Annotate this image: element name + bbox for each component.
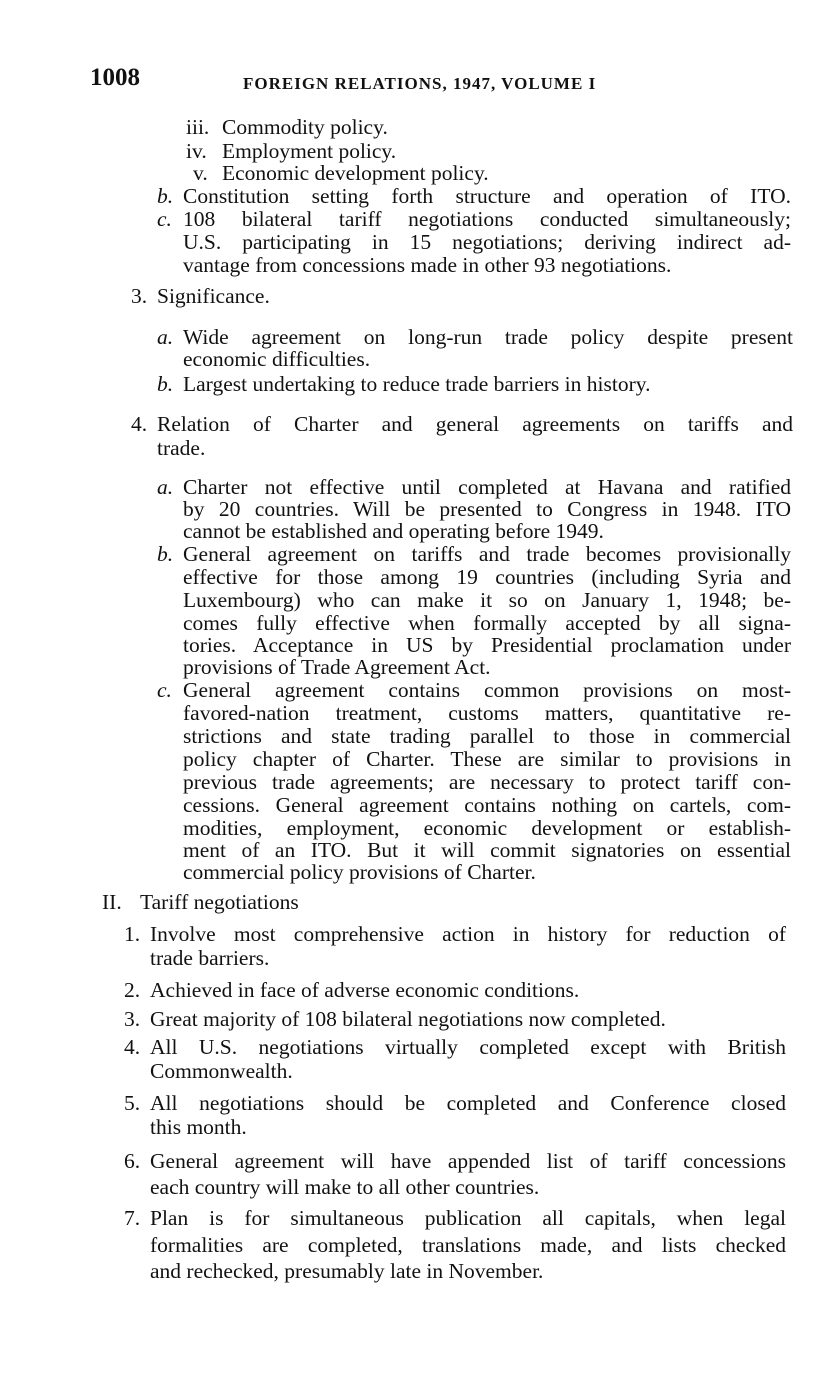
list-item-text: Economic development policy. — [222, 161, 489, 185]
list-label: b. — [157, 372, 174, 396]
list-label: 4. — [124, 1035, 141, 1059]
section-heading: Tariff negotiations — [140, 890, 299, 914]
section-label: II. — [102, 890, 122, 914]
paragraph-line: comes fully effective when formally accepted by all signa- — [183, 611, 791, 635]
paragraph-line: this month. — [150, 1115, 247, 1139]
paragraph-line: previous trade agreements; are necessary to protect tariff con- — [183, 770, 791, 794]
list-item-text: Employment policy. — [222, 139, 397, 163]
paragraph-line: trade barriers. — [150, 946, 270, 970]
list-label: b. — [157, 542, 174, 566]
paragraph-line: Achieved in face of adverse economic conditions. — [150, 978, 580, 1002]
section-heading: Significance. — [157, 284, 270, 308]
paragraph-line: All negotiations should be completed and Conference closed — [150, 1091, 786, 1115]
paragraph-line: General agreement on tariffs and trade becomes provisionally — [183, 542, 791, 566]
paragraph-line: formalities are completed, translations made, and lists checked — [150, 1233, 786, 1257]
paragraph-line: 108 bilateral tariff negotiations conducted simultaneously; — [183, 207, 791, 231]
paragraph-line: U.S. participating in 15 negotiations; deriving indirect ad- — [183, 230, 791, 254]
paragraph-line: Plan is for simultaneous publication all capitals, when legal — [150, 1206, 786, 1230]
paragraph-line: Great majority of 108 bilateral negotiations now completed. — [150, 1007, 666, 1031]
paragraph-line: tories. Acceptance in US by Presidential proclamation under — [183, 633, 791, 657]
paragraph-line: each country will make to all other countries. — [150, 1175, 540, 1199]
paragraph-line: policy chapter of Charter. These are similar to provisions in — [183, 747, 791, 771]
paragraph-line: Luxembourg) who can make it so on January 1, 1948; be- — [183, 588, 791, 612]
paragraph-line: Commonwealth. — [150, 1059, 293, 1083]
list-item-text: Constitution setting forth structure and operation of ITO. — [183, 184, 791, 208]
list-label: a. — [157, 325, 174, 349]
paragraph-line: effective for those among 19 countries (including Syria and — [183, 565, 791, 589]
list-label: 2. — [124, 978, 141, 1002]
paragraph-line: vantage from concessions made in other 93 negotiations. — [183, 253, 672, 277]
paragraph-line: by 20 countries. Will be presented to Congress in 1948. ITO — [183, 497, 791, 521]
paragraph-line: commercial policy provisions of Charter. — [183, 860, 536, 884]
list-label: c. — [157, 678, 172, 702]
paragraph-line: cessions. General agreement contains nothing on cartels, com- — [183, 793, 791, 817]
list-label: v. — [193, 161, 208, 185]
paragraph-line: Involve most comprehensive action in history for reduction of — [150, 922, 786, 946]
list-label: 3. — [124, 1007, 141, 1031]
list-label: iv. — [186, 139, 207, 163]
paragraph-line: General agreement contains common provisions on most- — [183, 678, 791, 702]
paragraph-line: cannot be established and operating before 1949. — [183, 519, 604, 543]
paragraph-line: modities, employment, economic development or establish- — [183, 816, 791, 840]
paragraph-line: favored-nation treatment, customs matters, quantitative re- — [183, 701, 791, 725]
page-number: 1008 — [90, 64, 140, 91]
list-label: c. — [157, 207, 172, 231]
section-label: 4. — [131, 412, 148, 436]
paragraph-line: Relation of Charter and general agreements on tariffs and — [157, 412, 793, 436]
list-label: a. — [157, 475, 174, 499]
running-head: FOREIGN RELATIONS, 1947, VOLUME I — [243, 74, 597, 93]
paragraph-line: All U.S. negotiations virtually completed except with British — [150, 1035, 786, 1059]
paragraph-line: strictions and state trading parallel to those in commercial — [183, 724, 791, 748]
paragraph-line: General agreement will have appended list of tariff concessions — [150, 1149, 786, 1173]
paragraph-line: Largest undertaking to reduce trade barriers in history. — [183, 372, 651, 396]
paragraph-line: provisions of Trade Agreement Act. — [183, 655, 491, 679]
paragraph-line: and rechecked, presumably late in November. — [150, 1259, 544, 1283]
paragraph-line: ment of an ITO. But it will commit signatories on essential — [183, 838, 791, 862]
page-header — [90, 64, 790, 98]
list-label: b. — [157, 184, 174, 208]
paragraph-line: economic difficulties. — [183, 347, 371, 371]
list-label: 7. — [124, 1206, 141, 1230]
section-label: 3. — [131, 284, 148, 308]
list-item-text: Commodity policy. — [222, 115, 388, 139]
list-label: 1. — [124, 922, 141, 946]
paragraph-line: Wide agreement on long-run trade policy despite present — [183, 325, 793, 349]
paragraph-line: trade. — [157, 436, 206, 460]
list-label: 5. — [124, 1091, 141, 1115]
list-label: 6. — [124, 1149, 141, 1173]
paragraph-line: Charter not effective until completed at Havana and ratified — [183, 475, 791, 499]
list-label: iii. — [186, 115, 210, 139]
